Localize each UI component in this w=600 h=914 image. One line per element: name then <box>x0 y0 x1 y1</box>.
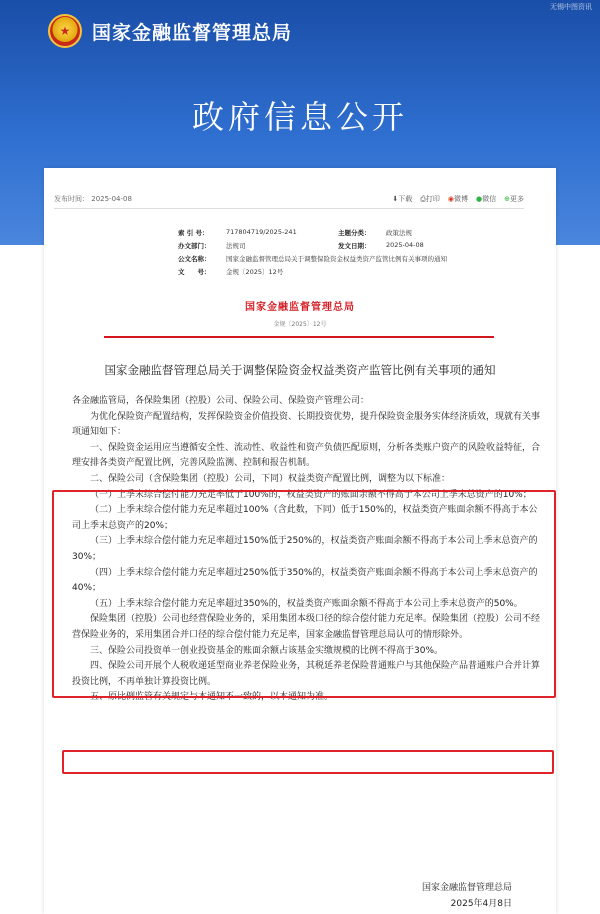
wechat-button[interactable]: ●微信 <box>476 195 497 203</box>
print-button[interactable]: ⎙打印 <box>420 195 440 203</box>
watermark: 无锡中图资讯 <box>550 3 592 11</box>
issue-date: 2025-04-08 <box>386 241 424 249</box>
download-button[interactable]: ⬇下载 <box>392 195 413 203</box>
paragraph: 二、保险公司（含保险集团（控股）公司，下同）权益类资产配置比例，调整为以下标准： <box>90 473 451 484</box>
paragraph: （三）上季末综合偿付能力充足率超过150%低于250%的，权益类资产账面余额不得高于本公司上季末总资产的30%； <box>72 536 538 562</box>
more-button[interactable]: ⊕更多 <box>504 195 524 203</box>
paragraph: 各金融监管局，各保险集团（控股）公司、保险公司、保险资产管理公司： <box>72 396 370 406</box>
issuer-heading: 国家金融监督管理总局 <box>245 302 355 313</box>
paragraph: 五、原比例监管有关规定与本通知不一致的，以本通知为准。 <box>90 692 334 703</box>
national-emblem-icon[interactable]: ★ <box>48 14 82 48</box>
paragraph: （五）上季末综合偿付能力充足率超过350%的，权益类资产账面余额不得高于本公司上季末总资产的50%。 <box>90 598 523 609</box>
highlight-box-section-three <box>62 750 554 774</box>
site-header <box>48 14 292 48</box>
publish-bar <box>54 194 524 204</box>
index-number: 717804719/2025-241 <box>226 228 297 236</box>
document-number: 金规〔2025〕12号 <box>226 268 284 276</box>
publish-date-value: 2025-04-08 <box>91 195 132 203</box>
agency-name[interactable]: 国家金融监督管理总局 <box>92 21 293 44</box>
paragraph: （二）上季末综合偿付能力充足率超过100%（含此数，下同）低于150%的，权益类资产账面余额不得高于本公司上季末总资产的20%； <box>72 505 538 531</box>
document-title: 国家金融监督管理总局关于调整保险资金权益类资产监管比例有关事项的通知 <box>104 363 496 377</box>
paragraph: 为优化保险资产配置结构，发挥保险资金价值投资、长期投资优势，提升保险资金服务实体经济质效，现就有关事项通知如下： <box>72 411 541 438</box>
publish-date-label: 发布时间： <box>54 195 89 203</box>
issuing-office: 法规司 <box>226 242 246 250</box>
red-divider <box>104 336 494 338</box>
highlight-box-section-two <box>52 490 556 698</box>
paragraph: 保险集团（控股）公司也经营保险业务的，采用集团本级口径的综合偿付能力充足率。保险集团（控股）公司不经营保险业务的，采用集团合并口径的综合偿付能力充足率，国家金融监督管理总局认可的情形除外。 <box>72 614 541 640</box>
subject-category: 政策法规 <box>386 229 412 237</box>
signature-date: 2025年4月8日 <box>450 899 513 909</box>
weibo-button[interactable]: ◉微博 <box>447 195 469 203</box>
share-tools <box>392 194 524 204</box>
paragraph: （一）上季末综合偿付能力充足率低于100%的，权益类资产的账面余额不得高于本公司上季末总资产的10%； <box>90 489 532 500</box>
signature-org: 国家金融监督管理总局 <box>422 883 513 893</box>
paragraph: 一、保险资金运用应当遵循安全性、流动性、收益性和资产负债匹配原则，分析各类账户资产的风险收益特征，合理安排各类资产配置比例，完善风险监测、控制和报告机制。 <box>72 442 541 469</box>
signature-block <box>422 880 512 912</box>
paragraph: 三、保险公司投资单一创业投资基金的账面余额占该基金实缴规模的比例不得高于30%。 <box>90 645 444 656</box>
paragraph: （四）上季末综合偿付能力充足率超过250%低于350%的，权益类资产账面余额不得高于本公司上季末总资产的40%； <box>72 567 538 594</box>
document-name: 国家金融监督管理总局关于调整保险资金权益类资产监管比例有关事项的通知 <box>226 255 447 263</box>
document-meta: 索 引 号： 717804719/2025-241 主题分类： 政策法规 办文部门： 法规司 发文日期： 2025-04-08 公文名称： 国家金融监督管理总局关于调整保险资金权益类资产监管比例有关事项的通知 文 号： 金规〔2025〕12号 <box>178 228 447 276</box>
publish-date <box>54 194 132 204</box>
paragraph: 四、保险公司开展个人税收递延型商业养老保险业务，其税延养老保险普通账户与其他保险产品普通账户合并计算投资比例，不再单独计算投资比例。 <box>72 661 541 687</box>
issuer-docno: 金规〔2025〕12号 <box>273 321 327 328</box>
divider <box>54 208 524 209</box>
section-title: 政府信息公开 <box>191 98 408 136</box>
